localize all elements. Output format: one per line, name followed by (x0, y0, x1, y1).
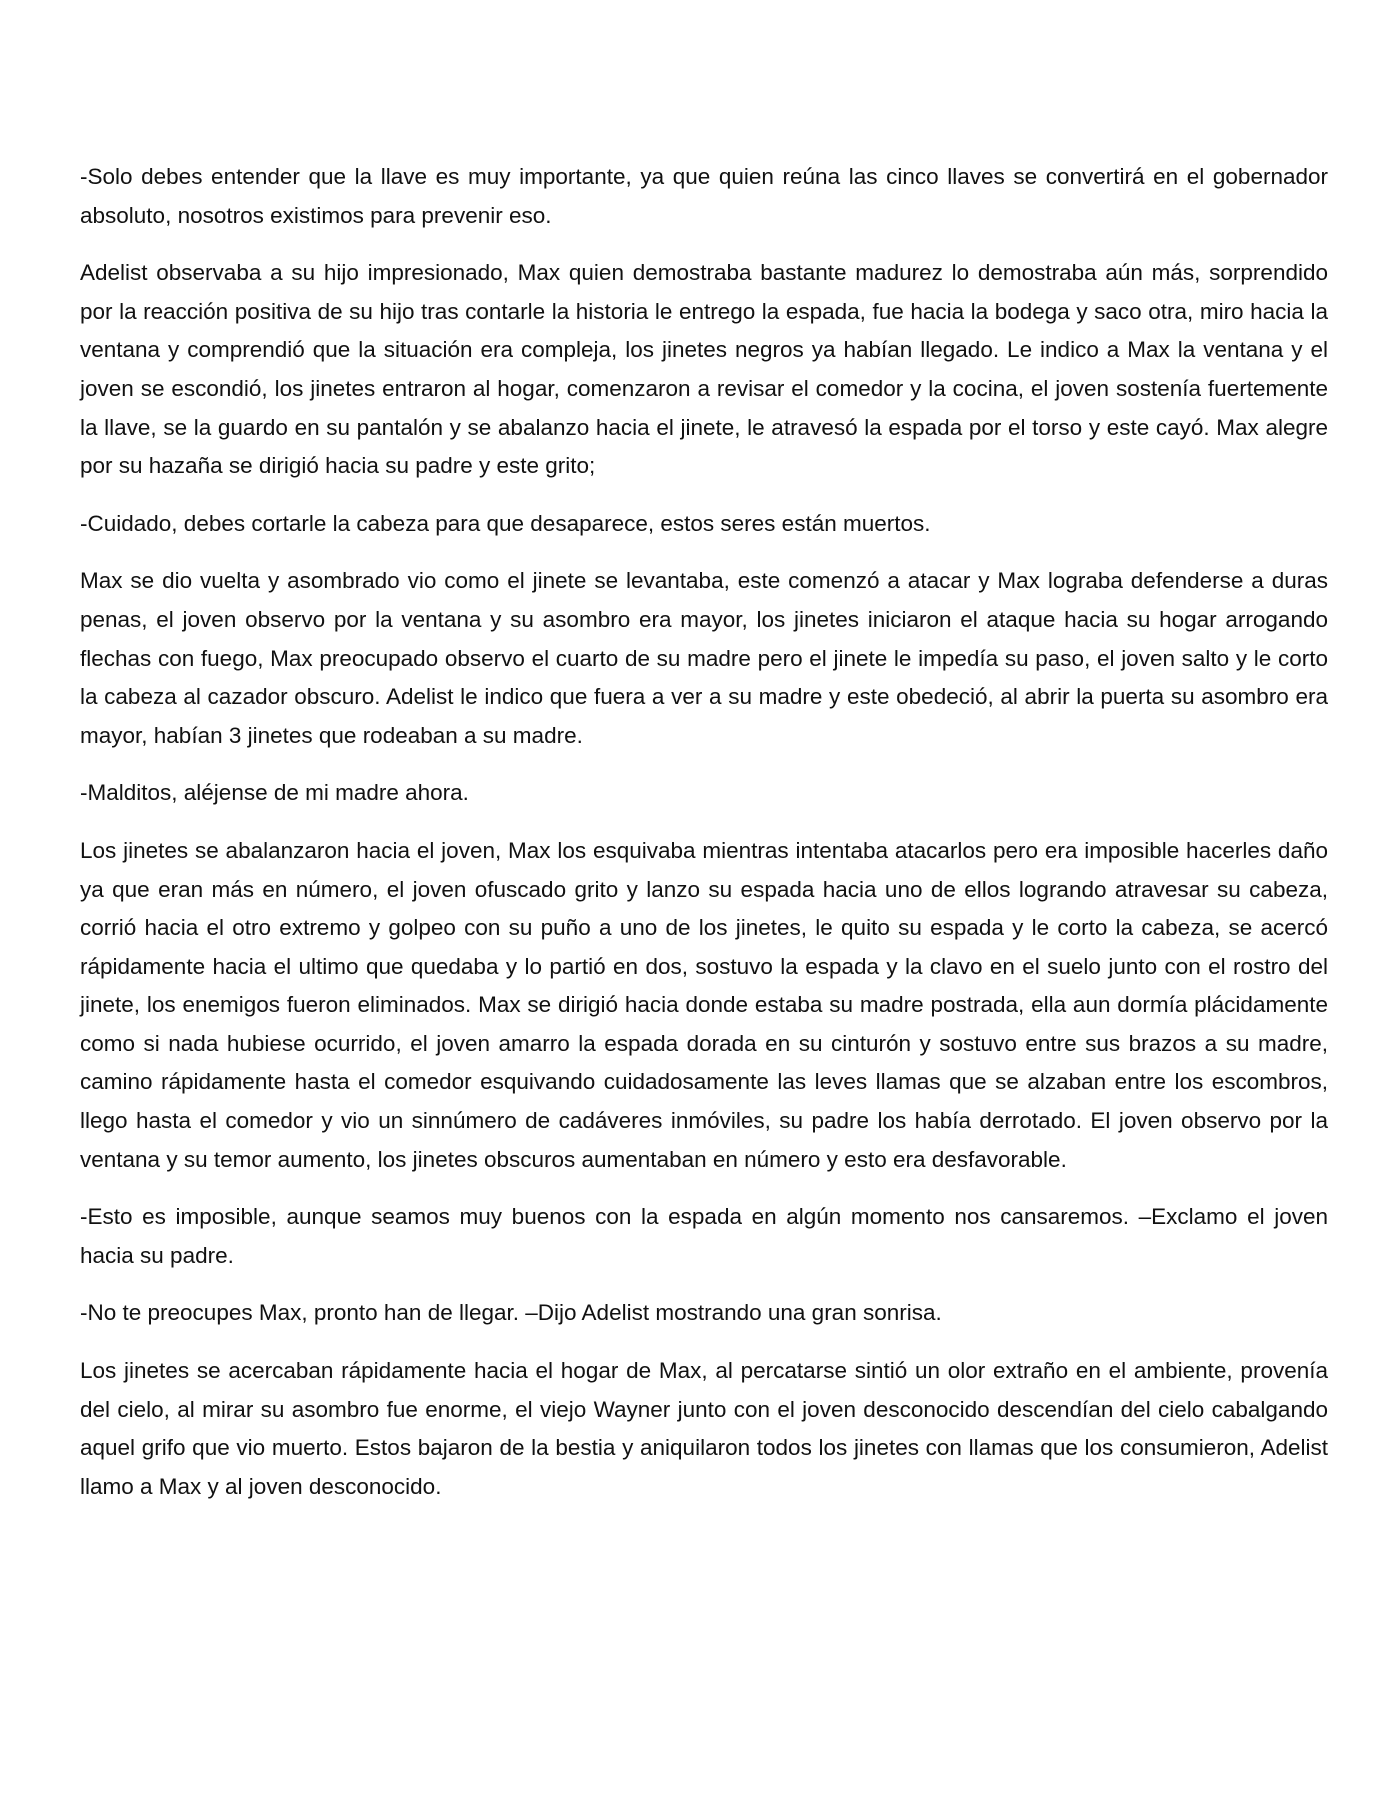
paragraph-6: Los jinetes se abalanzaron hacia el joven, Max los esquivaba mientras intentaba atacarlos pero era imposible hacerles daño ya que eran más en número, el joven ofuscado grito y lanzo su espada hacia uno de ellos logrando atravesar su cabeza, corrió hacia el otro extremo y golpeo con su puño a uno de los jinetes, le quito su espada y le corto la cabeza, se acercó rápidamente hacia el ultimo que quedaba y lo partió en dos, sostuvo la espada y la clavo en el suelo junto con el rostro del jinete, los enemigos fueron eliminados. Max se dirigió hacia donde estaba su madre postrada, ella aun dormía plácidamente como si nada hubiese ocurrido, el joven amarro la espada dorada en su cinturón y sostuvo entre sus brazos a su madre, camino rápidamente hasta el comedor esquivando cuidadosamente las leves llamas que se alzaban entre los escombros, llego hasta el comedor y vio un sinnúmero de cadáveres inmóviles, su padre los había derrotado. El joven observo por la ventana y su temor aumento, los jinetes obscuros aumentaban en número y esto era desfavorable. (80, 837, 1328, 1172)
paragraph-4: Max se dio vuelta y asombrado vio como el jinete se levantaba, este comenzó a atacar y Max lograba defenderse a duras penas, el joven observo por la ventana y su asombro era mayor, los jinetes iniciaron el ataque hacia su hogar arrogando flechas con fuego, Max preocupado observo el cuarto de su madre pero el jinete le impedía su paso, el joven salto y le corto la cabeza al cazador obscuro. Adelist le indico que fuera a ver a su madre y este obedeció, al abrir la puerta su asombro era mayor, habían 3 jinetes que rodeaban a su madre. (80, 568, 1328, 748)
paragraph-1: -Solo debes entender que la llave es muy importante, ya que quien reúna las cinco llaves se convertirá en el gobernador absoluto, nosotros existimos para prevenir eso. (80, 164, 1328, 228)
paragraph-2: Adelist observaba a su hijo impresionado, Max quien demostraba bastante madurez lo demostraba aún más, sorprendido por la reacción positiva de su hijo tras contarle la historia le entrego la espada, fue hacia la bodega y saco otra, miro hacia la ventana y comprendió que la situación era compleja, los jinetes negros ya habían llegado. Le indico a Max la ventana y el joven se escondió, los jinetes entraron al hogar, comenzaron a revisar el comedor y la cocina, el joven sostenía fuertemente la llave, se la guardo en su pantalón y se abalanzo hacia el jinete, le atravesó la espada por el torso y este cayó. Max alegre por su hazaña se dirigió hacia su padre y este grito; (80, 260, 1328, 479)
paragraph-3: -Cuidado, debes cortarle la cabeza para que desaparece, estos seres están muertos. (80, 510, 931, 536)
paragraph-5: -Malditos, aléjense de mi madre ahora. (80, 780, 469, 806)
paragraph-7: -Esto es imposible, aunque seamos muy buenos con la espada en algún momento nos cansaremos. –Exclamo el joven hacia su padre. (80, 1204, 1328, 1268)
paragraph-8: -No te preocupes Max, pronto han de llegar. –Dijo Adelist mostrando una gran sonrisa. (80, 1300, 942, 1326)
document-body (80, 158, 1328, 1525)
paragraph-9: Los jinetes se acercaban rápidamente hacia el hogar de Max, al percatarse sintió un olor extraño en el ambiente, provenía del cielo, al mirar su asombro fue enorme, el viejo Wayner junto con el joven desconocido descendían del cielo cabalgando aquel grifo que vio muerto. Estos bajaron de la bestia y aniquilaron todos los jinetes con llamas que los consumieron, Adelist llamo a Max y al joven desconocido. (80, 1358, 1328, 1499)
